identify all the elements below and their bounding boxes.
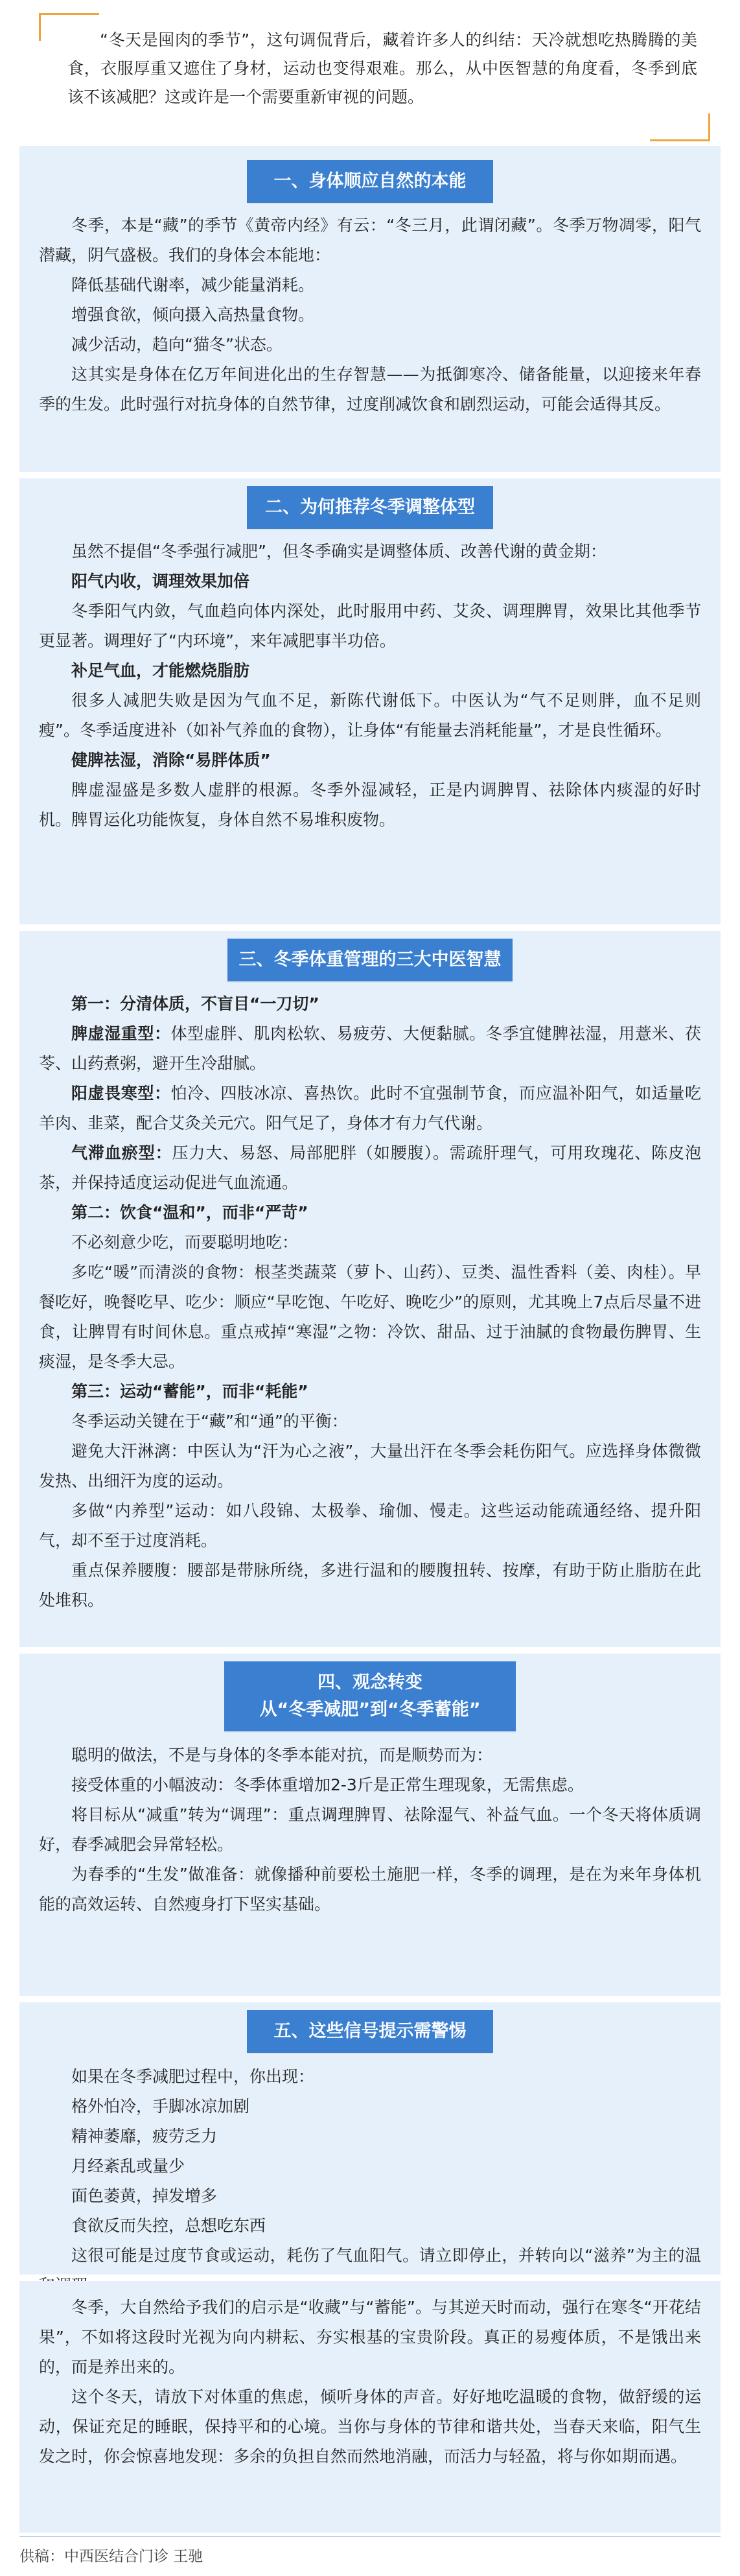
subheading: 第二：饮食“温和”，而非“严苛” xyxy=(71,1203,308,1222)
paragraph: 冬季，大自然给予我们的启示是“收藏”与“蓄能”。与其逆天时而动，强行在寒冬“开花结果”，不如将这段时光视为向内耕耘、夯实根基的宝贵阶段。真正的易瘦体质，不是饿出来的，而是养出来的。 xyxy=(39,2298,701,2376)
constitution-type xyxy=(39,1138,701,1198)
closing-section xyxy=(19,2281,721,2533)
constitution-type xyxy=(39,1079,701,1138)
type-label: 阳虚畏寒型： xyxy=(71,1084,171,1103)
closing-body xyxy=(39,2293,701,2472)
section-4-title-line2: 从“冬季减肥”到“冬季蓄能” xyxy=(259,1700,481,1720)
section-5-title: 五、这些信号提示需警惕 xyxy=(247,2010,493,2053)
list-item: 降低基础代谢率，减少能量消耗。 xyxy=(71,275,315,294)
subheading: 阳气内收，调理效果加倍 xyxy=(71,572,250,591)
warning-item: 格外怕冷，手脚冰凉加剧 xyxy=(71,2097,250,2116)
section-4-body xyxy=(39,1740,701,1919)
warning-item: 面色萎黄，掉发增多 xyxy=(71,2186,218,2205)
paragraph: 多做“内养型”运动：如八段锦、太极拳、瑜伽、慢走。这些运动能疏通经络、提升阳气，却不至于过度消耗。 xyxy=(39,1501,701,1550)
paragraph: 重点保养腰腹：腰部是带脉所绕，多进行温和的腰腹扭转、按摩，有助于防止脂肪在此处堆积。 xyxy=(39,1561,701,1610)
paragraph: 多吃“暖”而清淡的食物：根茎类蔬菜（萝卜、山药）、豆类、温性香料（姜、肉桂）。早餐吃好，晚餐吃早、吃少：顺应“早吃饱、午吃好、晚吃少”的原则，尤其晚上7点后尽量不进食，让脾胃有时间休息。重点戒掉“寒湿”之物：冷饮、甜品、过于油腻的食物最伤脾胃、生痰湿，是冬季大忌。 xyxy=(39,1263,701,1371)
paragraph: 这其实是身体在亿万年间进化出的生存智慧——为抵御寒冷、储备能量，以迎接来年春季的生发。此时强行对抗身体的自然节律，过度削减饮食和剧烈运动，可能会适得其反。 xyxy=(39,365,701,414)
list-item: 减少活动，趋向“猫冬”状态。 xyxy=(71,335,283,354)
constitution-type xyxy=(39,1019,701,1079)
warning-item: 月经紊乱或量少 xyxy=(71,2157,185,2175)
warning-item: 精神萎靡，疲劳乏力 xyxy=(71,2127,218,2146)
author-credit: 供稿：中西医结合门诊 王驰 xyxy=(19,2548,203,2565)
section-4 xyxy=(19,1654,721,1996)
paragraph: 这很可能是过度节食或运动，耗伤了气血阳气。请立即停止，并转向以“滋养”为主的温 xyxy=(71,2246,701,2265)
warning-item: 食欲反而失控，总想吃东西 xyxy=(71,2216,266,2235)
section-1-body xyxy=(39,211,701,419)
section-3 xyxy=(19,931,721,1647)
paragraph: 很多人减肥失败是因为气血不足，新陈代谢低下。中医认为“气不足则胖，血不足则瘦”。冬季适度进补（如补气养血的食物），让身体“有能量去消耗能量”，才是良性循环。 xyxy=(39,691,701,740)
paragraph: 冬季运动关键在于“藏”和“通”的平衡： xyxy=(71,1412,348,1431)
type-label: 脾虚湿重型： xyxy=(71,1024,171,1043)
subheading: 补足气血，才能燃烧脂肪 xyxy=(71,661,250,680)
intro-card xyxy=(39,13,710,141)
paragraph: 不必刻意少吃，而要聪明地吃： xyxy=(71,1233,299,1252)
paragraph: 这个冬天，请放下对体重的焦虑，倾听身体的声音。好好地吃温暖的食物，做舒缓的运动，保证充足的睡眠，保持平和的心境。当你与身体的节律和谐共处，当春天来临，阳气生发之时，你会惊喜地发现：多余的负担自然而然地消融，而活力与轻盈，将与你如期而遇。 xyxy=(39,2387,701,2466)
section-3-body xyxy=(39,989,701,1615)
paragraph: 将目标从“减重”转为“调理”：重点调理脾胃、祛除湿气、补益气血。一个冬天将体质调好，春季减肥会异常轻松。 xyxy=(39,1805,701,1854)
paragraph: 避免大汗淋漓：中医认为“汗为心之液”，大量出汗在冬季会耗伤阳气。应选择身体微微发热、出细汗为度的运动。 xyxy=(39,1442,701,1490)
section-5-body xyxy=(39,2062,701,2301)
corner-decoration xyxy=(650,113,710,141)
section-1-title: 一、身体顺应自然的本能 xyxy=(247,160,493,203)
section-2-body xyxy=(39,537,701,835)
paragraph: 聪明的做法，不是与身体的冬季本能对抗，而是顺势而为： xyxy=(71,1746,493,1764)
subheading: 健脾祛湿，消除“易胖体质” xyxy=(71,751,271,769)
section-1 xyxy=(19,146,721,472)
paragraph: 脾虚湿盛是多数人虚胖的根源。冬季外湿减轻，正是内调脾胃、祛除体内痰湿的好时机。脾胃运化功能恢复，身体自然不易堆积废物。 xyxy=(39,780,701,829)
type-text: 体型虚胖、肌肉松软、易疲劳、大便黏腻。冬季宜健脾祛湿，用薏米、茯苓、山药煮粥，避开生冷甜腻。 xyxy=(39,1024,701,1073)
paragraph: 接受体重的小幅波动：冬季体重增加2-3斤是正常生理现象，无需焦虑。 xyxy=(71,1775,584,1794)
section-4-title xyxy=(224,1661,516,1731)
paragraph: 虽然不提倡“冬季强行减肥”，但冬季确实是调整体质、改善代谢的黄金期： xyxy=(71,542,607,561)
section-2 xyxy=(19,478,721,924)
paragraph: 如果在冬季减肥过程中，你出现： xyxy=(71,2067,315,2086)
intro-paragraph: “冬天是囤肉的季节”，这句调侃背后，藏着许多人的纠结：天冷就想吃热腾腾的美食，衣服厚重又遮住了身材，运动也变得艰难。那么，从中医智慧的角度看，冬季到底该不该减肥？这或许是一个需要重新审视的问题。 xyxy=(67,30,697,106)
type-label: 气滞血瘀型： xyxy=(71,1143,172,1162)
subheading: 第一：分清体质，不盲目“一刀切” xyxy=(71,994,319,1013)
paragraph: 为春季的“生发”做准备：就像播种前要松土施肥一样，冬季的调理，是在为来年身体机能的高效运转、自然瘦身打下坚实基础。 xyxy=(39,1865,701,1914)
section-4-title-line1: 四、观念转变 xyxy=(318,1672,422,1692)
divider xyxy=(19,2536,721,2537)
section-5 xyxy=(19,2002,721,2275)
paragraph: 冬季阳气内敛，气血趋向体内深处，此时服用中药、艾灸、调理脾胃，效果比其他季节更显著。调理好了“内环境”，来年减肥事半功倍。 xyxy=(39,602,701,650)
list-item: 增强食欲，倾向摄入高热量食物。 xyxy=(71,305,315,324)
paragraph: 冬季，本是“藏”的季节《黄帝内经》有云：“冬三月，此谓闭藏”。冬季万物凋零，阳气潜藏，阴气盛极。我们的身体会本能地： xyxy=(39,216,701,264)
subheading: 第三：运动“蓄能”，而非“耗能” xyxy=(71,1382,308,1401)
section-2-title: 二、为何推荐冬季调整体型 xyxy=(247,486,493,529)
section-3-title: 三、冬季体重管理的三大中医智慧 xyxy=(227,939,513,981)
type-text: 压力大、易怒、局部肥胖（如腰腹）。需疏肝理气，可用玫瑰花、陈皮泡茶，并保持适度运动促进气血流通。 xyxy=(39,1143,701,1192)
type-text: 怕冷、四肢冰凉、喜热饮。此时不宜强制节食，而应温补阳气，如适量吃羊肉、韭菜，配合艾灸关元穴。阳气足了，身体才有力气代谢。 xyxy=(39,1084,701,1132)
